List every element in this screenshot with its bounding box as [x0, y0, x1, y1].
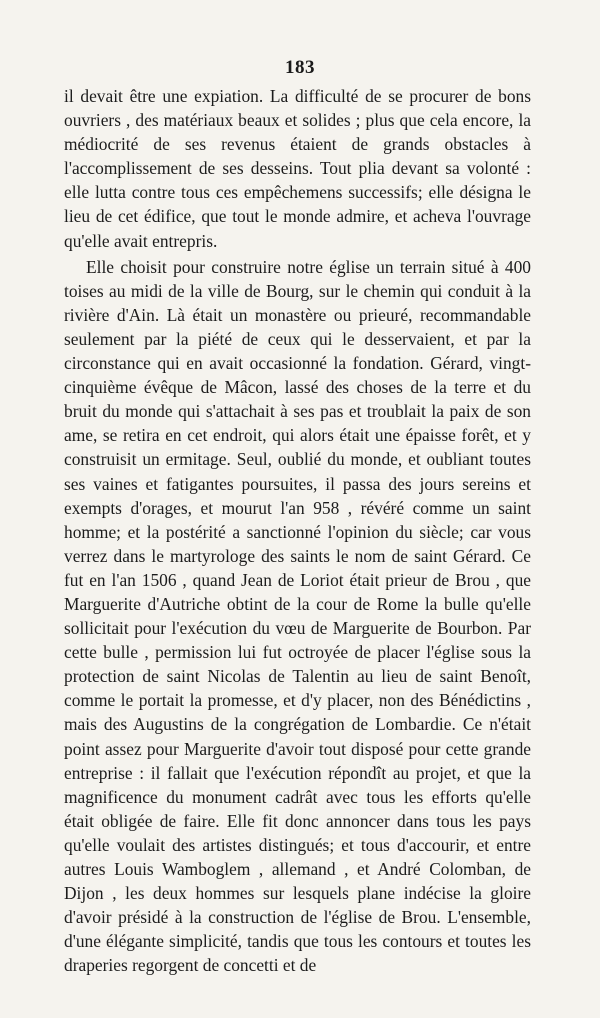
paragraph-2: Elle choisit pour construire notre église un terrain situé à 400 toises au midi de la ville de Bourg, sur le chemin qui conduit à la rivière d'Ain. Là était un monastère ou prieuré, recommandable seulement par la piété de ceux qui le desservaient, et par la circonstance qui en avait occasionné la fondation. Gérard, vingt-cinquième évêque de Mâcon, lassé des choses de la terre et du bruit du monde qui s'attachait à ses pas et troublait la paix de son ame, se retira en cet endroit, qui alors était une épaisse forêt, et y construisit un ermitage. Seul, oublié du monde, et oubliant toutes ses vaines et fatigantes poursuites, il passa des jours sereins et exempts d'orages, et mourut l'an 958 , révéré comme un saint homme; et la postérité a sanctionné l'opinion du siècle; car vous verrez dans le martyrologe des saints le nom de saint Gérard. Ce fut en l'an 1506 , quand Jean de Loriot était prieur de Brou , que Marguerite d'Autriche obtint de la cour de Rome la bulle qu'elle sollicitait pour l'exécution du vœu de Marguerite de Bourbon. Par cette bulle , permission lui fut octroyée de placer l'église sous la protection de saint Nicolas de Talentin au lieu de saint Benoît, comme le portait la promesse, et d'y placer, non des Bénédictins , mais des Augustins de la congrégation de Lombardie. Ce n'était point assez pour Marguerite d'avoir tout disposé pour cette grande entreprise : il fallait que l'exécution répondît au projet, et que la magnificence du monument cadrât avec tous les efforts qu'elle était obligée de faire. Elle fit donc annoncer dans tous les pays qu'elle voulait des artistes distingués; et tous d'accourir, et entre autres Louis Wamboglem , allemand , et André Colomban, de Dijon , les deux hommes sur lesquels plane indécise la gloire d'avoir présidé à la construction de l'église de Brou. L'ensemble, d'une élégante simplicité, tandis que tous les contours et toutes les draperies regorgent de concetti et de	[64, 256, 531, 976]
page-number: 183	[285, 57, 315, 78]
paragraph-1: il devait être une expiation. La difficulté de se procurer de bons ouvriers , des matériaux beaux et solides ; plus que cela encore, la médiocrité de ses revenus étaient de grands obstacles à l'accomplissement de ses desseins. Tout plia devant sa volonté : elle lutta contre tous ces empêchemens successifs; elle désigna le lieu de cet édifice, que tout le monde admire, et acheva l'ouvrage qu'elle avait entrepris.	[64, 86, 531, 251]
body-text	[64, 84, 531, 977]
